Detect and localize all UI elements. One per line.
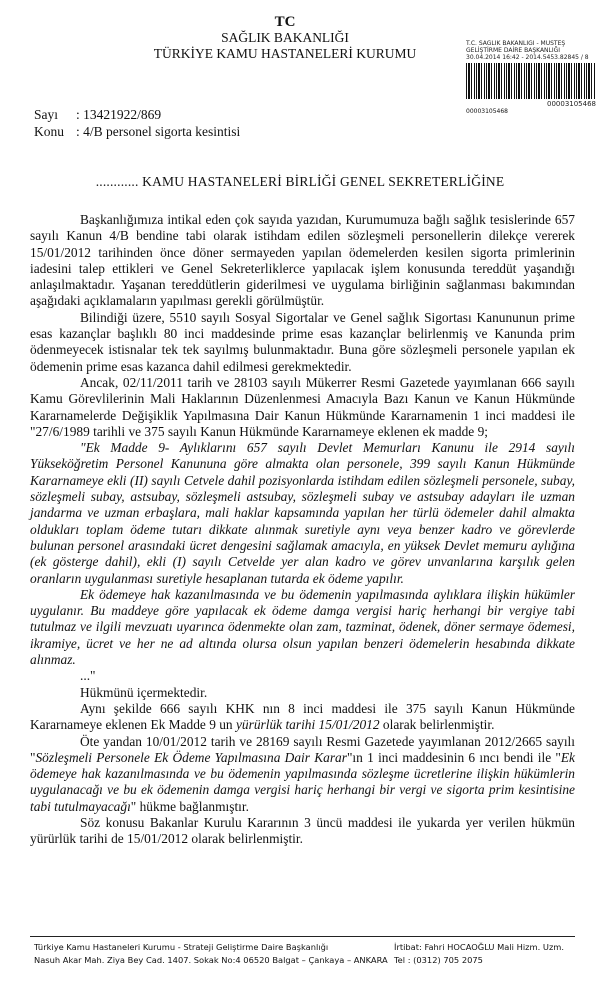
barcode-number: 00003105468 <box>547 100 596 108</box>
paragraph-5-text-c: olarak belirlenmiştir. <box>379 717 495 733</box>
konu-value: : 4/B personel sigorta kesintisi <box>76 124 241 139</box>
barcode-line-2: GELİŞTİRME DAİRE BAŞKANLIĞI <box>466 47 561 54</box>
footer-contact-person: İrtibat: Fahri HOCAOĞLU Mali Hizm. Uzm. <box>394 942 565 952</box>
footer-phone: Tel : (0312) 705 2075 <box>394 955 483 965</box>
paragraph-5-effective-date: yürürlük tarihi 15/01/2012 <box>235 717 380 733</box>
barcode-stamp <box>466 40 596 108</box>
paragraph-6-decision-title: Sözleşmeli Personele Ek Ödeme Yapılmasına Dair Karar <box>35 749 347 765</box>
paragraph-1: Başkanlığımıza intikal eden çok sayıda yazıdan, Kurumumuza bağlı sağlık tesislerinde 657 sayılı Kanun 4/B bendine tabi olarak istihdam edilen sözleşmeli personellerin dilekçe vererek 15/01/2012 tarihinden önce döner sermayeden yapılan ödemelerden kesilen sigorta primlerinin iadesini talep ettikleri ve Genel Sekreterliklerce yapılacak işlem konusunda tereddüt yaşandığı anlaşılmaktadır. Yaşanan tereddütlerin giderilmesi ve uygulama birliğinin sağlanması bakımından aşağıdaki açıklamaların yapılması gerekli görülmüştür. <box>30 212 575 309</box>
footer-street-address: Nasuh Akar Mah. Ziya Bey Cad. 1407. Sokak No:4 06520 Balgat – Çankaya – ANKARA <box>34 955 388 965</box>
footer-institution: Türkiye Kamu Hastaneleri Kurumu - Strateji Geliştirme Daire Başkanlığı <box>34 942 329 952</box>
paragraph-6-text-c: "ın 1 inci maddesinin 6 ıncı bendi ile " <box>346 749 561 765</box>
sayi-row <box>34 106 240 123</box>
barcode-line-1: T.C. SAĞLIK BAKANLIĞI - MÜSTEŞ <box>466 40 566 47</box>
paragraph-2: Bilindiği üzere, 5510 sayılı Sosyal Sigortalar ve Genel sağlık Sigortası Kanununun prime esas kazançlar başlıklı 80 inci maddesinde prime esas kazançlar belirlenmiş ve Kanunda prim ödenmeyecek istisnalar tek tek sayılmış bulunmaktadır. Buna göre sözleşmeli personele yapılan ek ödemenin prime esas kazanca dahil edilmesi gerekmektedir. <box>30 309 575 374</box>
paragraph-6-text-e: " hükme bağlanmıştır. <box>130 798 249 814</box>
paragraph-7: Söz konusu Bakanlar Kurulu Kararının 3 üncü maddesi ile yukarda yer verilen hükmün yürürlük tarihi de 15/01/2012 olarak belirlenmiştir. <box>30 814 575 847</box>
konu-row <box>34 123 240 140</box>
footer-address <box>34 941 394 967</box>
paragraph-6-text-a: Öte yandan 10/01/2012 tarih ve 28169 sayılı Resmi Gazetede yayımlanan 2012/2665 sayılı " <box>30 733 575 765</box>
barcode-line-3: 30.04.2014 16:42 - 2014.5453.82845 / 8 <box>466 54 589 61</box>
sayi-label: Sayı <box>34 107 59 122</box>
quote-paragraph-2: Ek ödemeye hak kazanılmasında ve bu ödemenin yapılmasında aylıklara ilişkin hükümler uygulanır. Bu maddeye göre yapılacak ek ödeme damga vergisi hariç herhangi bir vergiye tabi tutulmaz ve ilgili mevzuatı uyarınca ödenmekte olan zam, tazminat, ödenek, döner sermaye ödemesi, ikramiye, ücret ve her ne ad altında olursa olsun yapılan benzeri ödemelerin hesabında dikkate alınmaz. <box>30 586 575 668</box>
letter-body <box>30 212 575 848</box>
barcode-image <box>466 63 596 99</box>
paragraph-6 <box>30 734 575 815</box>
footer-contact <box>394 941 579 967</box>
sayi-value: : 13421922/869 <box>76 107 162 122</box>
addressee: ............ KAMU HASTANELERİ BİRLİĞİ GENEL SEKRETERLİĞİNE <box>95 174 505 189</box>
paragraph-3: Ancak, 02/11/2011 tarih ve 28103 sayılı Mükerrer Resmi Gazetede yayımlanan 666 sayılı Kamu Görevlilerinin Mali Haklarının Düzenlenmesi Amacıyla Bazı Kanun ve Kanun Hükmünde Kararnamelerde Değişiklik Yapılmasına Dair Kanun Hükmünde Kararnamenin 1 inci maddesi ile "27/6/1989 tarihli ve 375 sayılı Kanun Hükmünde Kararnameye eklenen ek madde 9; <box>30 374 575 439</box>
quote-ellipsis: ..." <box>80 668 96 684</box>
letterhead <box>150 14 420 62</box>
konu-label: Konu <box>34 124 64 139</box>
letterhead-ministry: SAĞLIK BAKANLIĞI <box>221 30 349 45</box>
quote-paragraph-1: "Ek Madde 9- Aylıklarını 657 sayılı Devlet Memurları Kanunu ile 2914 sayılı Yükseköğretim Personel Kanununa göre almakta olan personele, 399 sayılı Kanun Hükmünde Kararnameye ekli (II) sayılı Cetvele dahil pozisyonlarda istihdam edilen sözleşmeli personele, subay, sözleşmeli subay, astsubay, sözleşmeli astsubay, sözleşmeli subay ve astsubay adayları ile uzman jandarma ve uzman erbaşlara, mali haklar kapsamında yapılan her türlü ödemeler dahil almakta oldukları toplam ödeme tutarı dikkate alınmak suretiyle aynı veya benzer kadro ve görevlerde bulunan personel arasındaki ücret dengesini sağlamak amacıyla, en yüksek Devlet memuru aylığına (ek gösterge dahil), ekli (I) sayılı Cetvelde yer alan kadro ve görev unvanlarına karşılık gelen oranların uygulanması suretiyle hesaplanan tutarda ek ödeme yapılır. <box>30 440 575 586</box>
letterhead-institution: TÜRKİYE KAMU HASTANELERİ KURUMU <box>153 46 417 61</box>
paragraph-4: Hükmünü içermektedir. <box>80 684 208 700</box>
letterhead-tc: TC <box>274 14 296 30</box>
paragraph-5 <box>30 701 575 734</box>
footer-divider <box>30 936 575 937</box>
paragraph-5-text-a: Aynı şekilde 666 sayılı KHK nın 8 inci maddesi ile 375 sayılı Kanun Hükmünde Kararnameye eklenen Ek Madde 9 un <box>30 700 575 733</box>
document-number: 00003105468 <box>466 108 508 115</box>
document-meta <box>34 106 240 140</box>
paragraph-6-quoted-rule: Ek ödemeye hak kazanılmasında ve bu ödemenin yapılmasında sözleşme ücretlerine ilişkin hükümlerin uygulanacağı ve bu ek ödemenin damga vergisi hariç herhangi bir vergi ve sigorta prim kesintisine tabi tutulmayacağı <box>30 749 575 814</box>
